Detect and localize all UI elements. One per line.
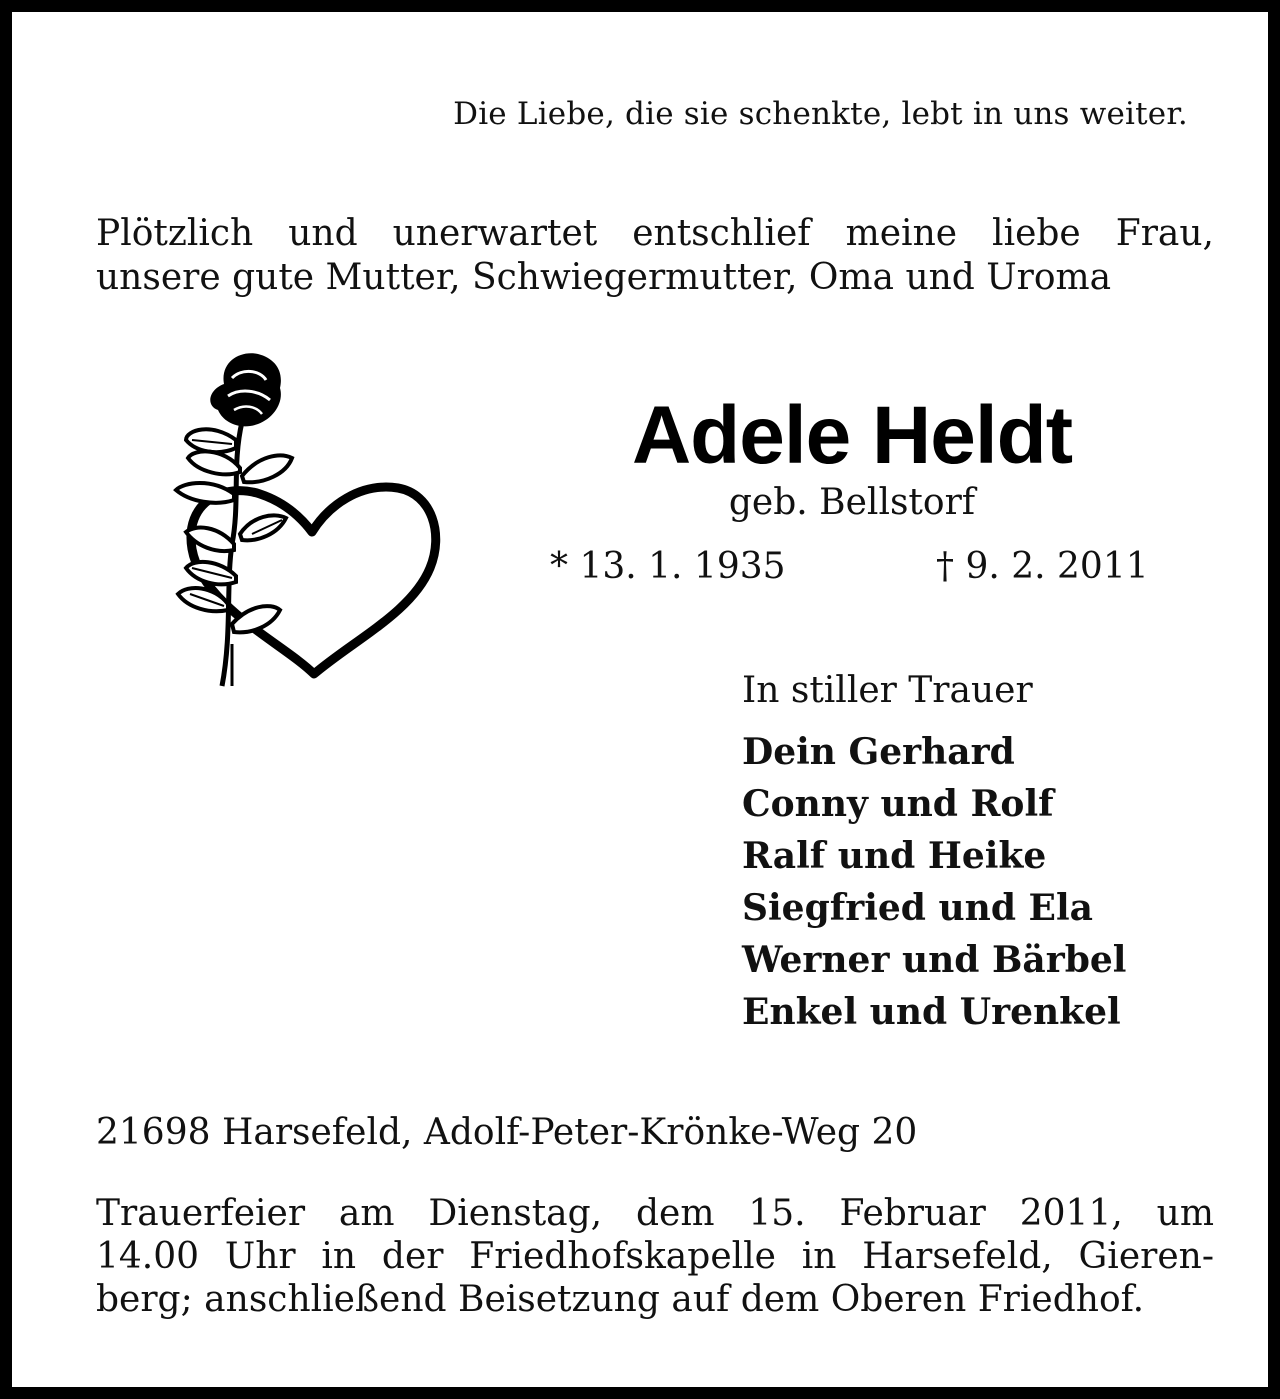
intro-line-2: unsere gute Mutter, Schwiegermutter, Oma und Uroma	[96, 257, 1112, 298]
death-date: † 9. 2. 2011	[936, 546, 1149, 587]
mourner-item: Dein Gerhard	[742, 731, 1015, 773]
birth-date: * 13. 1. 1935	[550, 546, 786, 587]
mourner-item: Conny und Rolf	[742, 783, 1054, 825]
mourner-item: Siegfried und Ela	[742, 887, 1093, 929]
deceased-name: Adele Heldt	[631, 390, 1073, 481]
intro-text	[96, 212, 1214, 300]
mourner-item: Werner und Bärbel	[742, 939, 1127, 981]
service-line-1: Trauerfeier am Dienstag, dem 15. Februar 2011, um	[96, 1193, 1214, 1234]
service-text	[96, 1192, 1214, 1321]
service-line-2: 14.00 Uhr in der Friedhofskapelle in Harsefeld, Gieren-	[96, 1236, 1214, 1277]
mourning-label: In stiller Trauer	[742, 670, 1033, 711]
mourners-list	[742, 726, 1126, 1038]
rose-with-heart-icon	[162, 344, 452, 694]
mourner-item: Enkel und Urenkel	[742, 991, 1121, 1033]
service-line-3: berg; anschließend Beisetzung auf dem Oberen Friedhof.	[96, 1279, 1145, 1320]
intro-line-1: Plötzlich und unerwartet entschlief meine liebe Frau,	[96, 213, 1214, 254]
birth-name: geb. Bellstorf	[728, 482, 976, 523]
motto: Die Liebe, die sie schenkte, lebt in uns weiter.	[453, 96, 1188, 132]
address: 21698 Harsefeld, Adolf-Peter-Krönke-Weg 20	[96, 1112, 918, 1153]
mourner-item: Ralf und Heike	[742, 835, 1047, 877]
